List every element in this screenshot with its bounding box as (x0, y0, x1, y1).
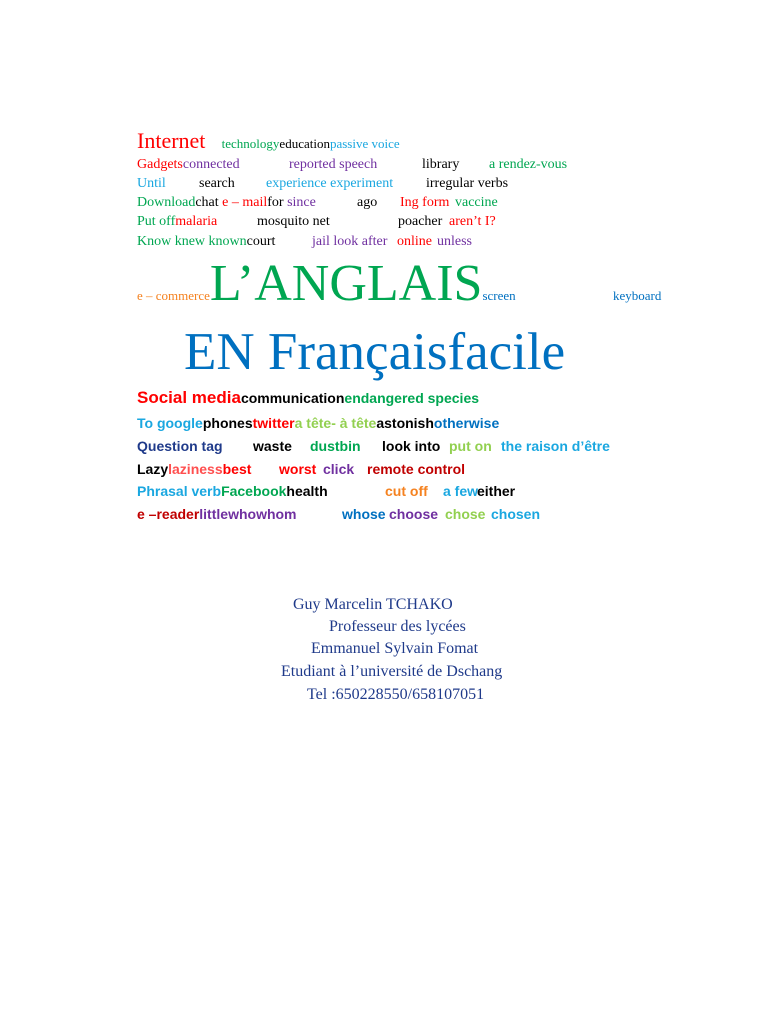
word-astonish: astonish (376, 415, 434, 431)
word-either: either (477, 483, 516, 499)
author-phone: Tel :650228550/658107051 (307, 686, 485, 703)
word-look-into: look into (382, 438, 441, 454)
word-irregular-verbs: irregular verbs (426, 176, 509, 191)
cloud-row-4 (137, 195, 498, 210)
author-title-1: Professeur des lycées (329, 618, 466, 635)
word-put-on: put on (449, 438, 492, 454)
word-e-reader: e –reader (137, 506, 200, 522)
word-waste: waste (253, 438, 292, 454)
word-lazy: Lazy (137, 461, 169, 477)
word-poacher: poacher (398, 214, 443, 229)
bold-row-4 (137, 461, 466, 477)
word-since: since (287, 195, 316, 210)
word-rendez-vous: a rendez-vous (489, 157, 568, 172)
word-worst: worst (279, 461, 317, 477)
bold-row-5 (137, 483, 516, 499)
word-chat: chat (195, 195, 223, 210)
word-e-mail: e – mail (222, 195, 268, 210)
word-best: best (222, 461, 252, 477)
word-click: click (323, 461, 355, 477)
word-twitter: twitter (252, 415, 295, 431)
word-online: online (397, 234, 432, 249)
word-download: Download (137, 195, 196, 210)
word-ago: ago (357, 195, 378, 210)
word-remote-control: remote control (367, 461, 466, 477)
word-experience-experiment: experience experiment (266, 176, 394, 191)
word-little: little (199, 506, 229, 522)
word-until: Until (137, 176, 166, 191)
word-question-tag: Question tag (137, 438, 223, 454)
author-name-1: Guy Marcelin TCHAKO (293, 596, 453, 613)
cloud-row-6 (137, 234, 472, 249)
word-gadgets: Gadgets (137, 157, 183, 172)
word-connected: connected (182, 157, 240, 172)
word-screen: screen (482, 288, 516, 303)
word-reported-speech: reported speech (289, 157, 378, 172)
word-e-commerce: e – commerce (137, 288, 210, 303)
word-chosen: chosen (491, 506, 541, 522)
word-jail-look-after: jail look after (312, 234, 388, 249)
word-internet: Internet (137, 128, 206, 153)
word-keyboard: keyboard (613, 288, 662, 303)
bold-row-6 (137, 506, 541, 522)
word-put-off: Put off (137, 214, 176, 229)
word-ing-form: Ing form (400, 195, 450, 210)
cloud-row-7 (137, 255, 662, 312)
word-vaccine: vaccine (455, 195, 498, 210)
bold-row-1 (137, 389, 479, 406)
word-dustbin: dustbin (310, 438, 361, 454)
title-langlais: L’ANGLAIS (209, 255, 483, 312)
cloud-row-1 (137, 130, 400, 152)
word-phones: phones (202, 415, 253, 431)
word-health: health (286, 483, 328, 499)
word-who: who (228, 506, 257, 522)
word-arent-i: aren’t I? (449, 214, 496, 229)
cloud-row-3 (137, 176, 509, 191)
word-chose: chose (445, 506, 486, 522)
title-en-francais-facile: EN Françaisfacile (184, 323, 566, 381)
word-tete-a-tete: a tête- à tête (294, 415, 377, 431)
word-raison-detre: the raison d’être (501, 438, 610, 454)
word-technology: technology (221, 136, 280, 151)
word-mosquito-net: mosquito net (257, 214, 330, 229)
word-cut-off: cut off (385, 483, 428, 499)
word-know-knew-known: Know knew known (137, 234, 247, 249)
author-name-2: Emmanuel Sylvain Fomat (311, 640, 479, 657)
word-phrasal-verb: Phrasal verb (137, 483, 222, 499)
word-unless: unless (437, 234, 472, 249)
bold-row-3 (137, 438, 610, 454)
word-search: search (199, 176, 235, 191)
word-to-google: To google (137, 415, 203, 431)
word-passive-voice: passive voice (329, 136, 400, 151)
cloud-row-5 (137, 214, 496, 229)
word-social-media: Social media (137, 388, 241, 407)
word-whose: whose (342, 506, 386, 522)
word-malaria: malaria (175, 214, 218, 229)
word-endangered-species: endangered species (344, 390, 480, 406)
word-library: library (422, 157, 460, 172)
word-education: education (279, 136, 330, 151)
word-court: court (246, 234, 276, 249)
word-otherwise: otherwise (433, 415, 500, 431)
word-communication: communication (240, 390, 345, 406)
word-choose: choose (389, 506, 439, 522)
word-whom: whom (256, 506, 297, 522)
bold-row-2 (137, 416, 499, 430)
word-for: for (267, 195, 288, 210)
word-a-few: a few (443, 483, 479, 499)
word-facebook: Facebook (221, 483, 287, 499)
cloud-row-2 (137, 157, 568, 172)
author-title-2: Etudiant à l’université de Dschang (281, 663, 503, 680)
word-laziness: laziness (168, 461, 223, 477)
